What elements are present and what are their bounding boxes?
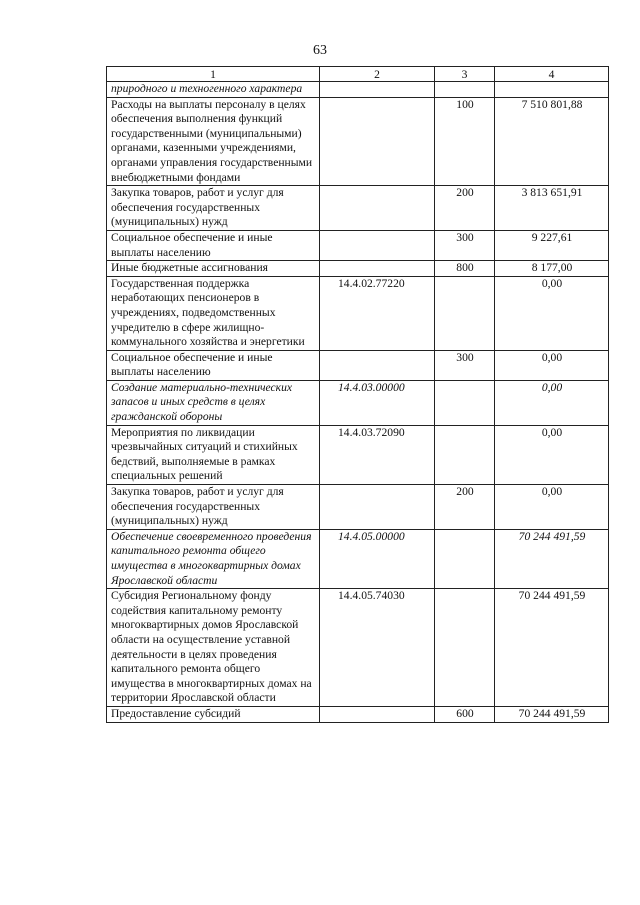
row-expense-type-cell bbox=[435, 425, 495, 484]
row-code-cell: 14.4.03.00000 bbox=[320, 380, 435, 425]
row-amount-cell: 8 177,00 bbox=[495, 261, 609, 277]
row-code-cell bbox=[320, 186, 435, 231]
budget-table bbox=[106, 66, 609, 723]
table-row bbox=[107, 485, 609, 530]
row-expense-type-cell: 200 bbox=[435, 186, 495, 231]
row-expense-type-cell bbox=[435, 529, 495, 588]
row-code-cell bbox=[320, 230, 435, 260]
row-name-cell: Закупка товаров, работ и услуг для обеспечения государственных (муниципальных) нужд bbox=[107, 485, 320, 530]
row-amount-cell: 70 244 491,59 bbox=[495, 706, 609, 722]
row-name-cell: Иные бюджетные ассигнования bbox=[107, 261, 320, 277]
table-body bbox=[107, 82, 609, 723]
row-code-cell: 14.4.02.77220 bbox=[320, 276, 435, 350]
row-expense-type-cell: 100 bbox=[435, 97, 495, 186]
row-amount-cell: 7 510 801,88 bbox=[495, 97, 609, 186]
table-row bbox=[107, 589, 609, 707]
row-name-cell: Социальное обеспечение и иные выплаты населению bbox=[107, 350, 320, 380]
row-expense-type-cell: 300 bbox=[435, 230, 495, 260]
row-code-cell: 14.4.05.74030 bbox=[320, 589, 435, 707]
table-row bbox=[107, 82, 609, 98]
row-amount-cell: 0,00 bbox=[495, 380, 609, 425]
row-amount-cell: 70 244 491,59 bbox=[495, 529, 609, 588]
row-name-cell: Расходы на выплаты персоналу в целях обеспечения выполнения функций государственными (муниципальными) органами, казенными учреждениями, органами управления государственными внебюджетными фондами bbox=[107, 97, 320, 186]
table-row bbox=[107, 186, 609, 231]
row-code-cell bbox=[320, 97, 435, 186]
row-code-cell: 14.4.03.72090 bbox=[320, 425, 435, 484]
row-expense-type-cell bbox=[435, 380, 495, 425]
row-name-cell: природного и техногенного характера bbox=[107, 82, 320, 98]
row-amount-cell: 0,00 bbox=[495, 485, 609, 530]
header-col-3: 3 bbox=[435, 67, 495, 82]
row-code-cell bbox=[320, 350, 435, 380]
row-code-cell bbox=[320, 261, 435, 277]
row-code-cell bbox=[320, 485, 435, 530]
row-name-cell: Социальное обеспечение и иные выплаты населению bbox=[107, 230, 320, 260]
table-row bbox=[107, 706, 609, 722]
row-expense-type-cell bbox=[435, 276, 495, 350]
row-code-cell bbox=[320, 82, 435, 98]
row-name-cell: Государственная поддержка неработающих пенсионеров в учреждениях, подведомственных учредителю в сфере жилищно-коммунального хозяйства и энергетики bbox=[107, 276, 320, 350]
page-number: 63 bbox=[313, 43, 327, 58]
table-row bbox=[107, 380, 609, 425]
row-name-cell: Субсидия Региональному фонду содействия капитальному ремонту многоквартирных домов Ярославской области на осуществление уставной деятельности в целях проведения капитального ремонта общего имущества в многоквартирных домах на территории Ярославской области bbox=[107, 589, 320, 707]
row-name-cell: Создание материально-технических запасов и иных средств в целях гражданской обороны bbox=[107, 380, 320, 425]
row-name-cell: Мероприятия по ликвидации чрезвычайных ситуаций и стихийных бедствий, выполняемые в рамках специальных решений bbox=[107, 425, 320, 484]
row-expense-type-cell bbox=[435, 82, 495, 98]
header-col-2: 2 bbox=[320, 67, 435, 82]
table-row bbox=[107, 276, 609, 350]
row-expense-type-cell: 800 bbox=[435, 261, 495, 277]
header-col-1: 1 bbox=[107, 67, 320, 82]
row-amount-cell: 3 813 651,91 bbox=[495, 186, 609, 231]
row-code-cell: 14.4.05.00000 bbox=[320, 529, 435, 588]
table-header-row bbox=[107, 67, 609, 82]
table-row bbox=[107, 425, 609, 484]
row-amount-cell: 9 227,61 bbox=[495, 230, 609, 260]
row-expense-type-cell: 600 bbox=[435, 706, 495, 722]
row-amount-cell: 0,00 bbox=[495, 276, 609, 350]
table-row bbox=[107, 261, 609, 277]
header-col-4: 4 bbox=[495, 67, 609, 82]
row-name-cell: Обеспечение своевременного проведения капитального ремонта общего имущества в многоквартирных домах Ярославской области bbox=[107, 529, 320, 588]
table-row bbox=[107, 97, 609, 186]
row-code-cell bbox=[320, 706, 435, 722]
row-amount-cell: 0,00 bbox=[495, 425, 609, 484]
row-expense-type-cell: 300 bbox=[435, 350, 495, 380]
row-amount-cell bbox=[495, 82, 609, 98]
table-row bbox=[107, 529, 609, 588]
row-amount-cell: 70 244 491,59 bbox=[495, 589, 609, 707]
table-row bbox=[107, 230, 609, 260]
table-row bbox=[107, 350, 609, 380]
row-name-cell: Предоставление субсидий bbox=[107, 706, 320, 722]
row-amount-cell: 0,00 bbox=[495, 350, 609, 380]
row-expense-type-cell: 200 bbox=[435, 485, 495, 530]
row-name-cell: Закупка товаров, работ и услуг для обеспечения государственных (муниципальных) нужд bbox=[107, 186, 320, 231]
row-expense-type-cell bbox=[435, 589, 495, 707]
